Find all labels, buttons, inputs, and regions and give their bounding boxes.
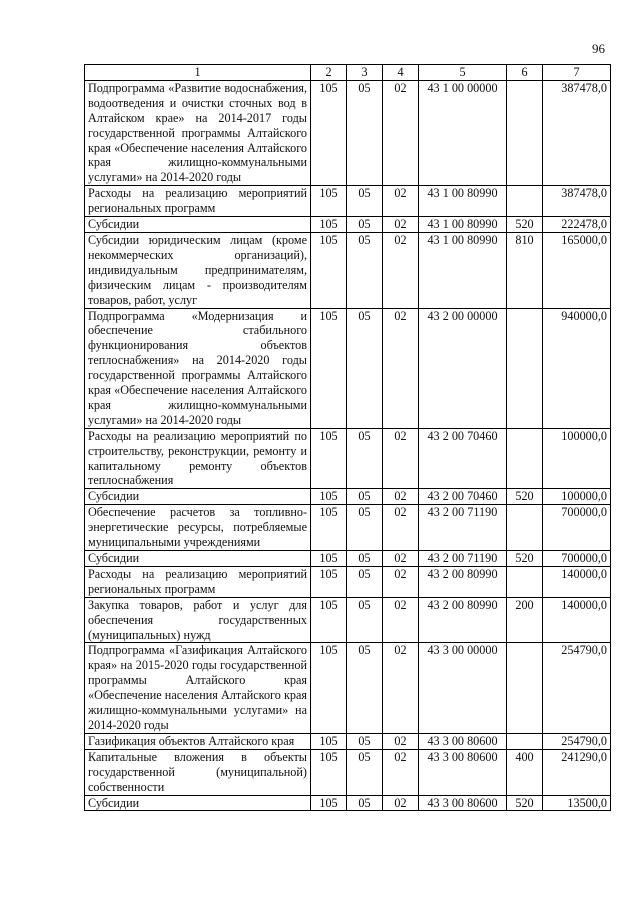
cell-amount: 387478,0 <box>543 186 611 217</box>
cell-target-article: 43 1 00 00000 <box>419 80 507 185</box>
cell-amount: 222478,0 <box>543 217 611 233</box>
row-name: Субсидии юридическим лицам (кроме некоммерческих организаций), индивидуальным предпринимателям, физическим лицам - производителям товаров, работ, услуг <box>85 232 311 308</box>
header-cell: 7 <box>543 65 611 81</box>
row-name: Субсидии <box>85 217 311 233</box>
cell-section: 05 <box>347 551 383 567</box>
cell-expense-type: 200 <box>507 597 543 643</box>
cell-amount: 241290,0 <box>543 749 611 795</box>
cell-amount: 700000,0 <box>543 505 611 551</box>
cell-ministry: 105 <box>311 749 347 795</box>
cell-subsection: 02 <box>383 186 419 217</box>
cell-ministry: 105 <box>311 597 347 643</box>
row-name: Капитальные вложения в объекты государственной (муниципальной) собственности <box>85 749 311 795</box>
cell-expense-type: 810 <box>507 232 543 308</box>
cell-subsection: 02 <box>383 551 419 567</box>
cell-subsection: 02 <box>383 566 419 597</box>
cell-amount: 140000,0 <box>543 597 611 643</box>
cell-amount: 100000,0 <box>543 428 611 489</box>
cell-expense-type: 520 <box>507 217 543 233</box>
row-name: Подпрограмма «Развитие водоснабжения, водоотведения и очистки сточных вод в Алтайском крае» на 2014-2017 годы государственной программы Алтайского края «Обеспечение населения Алтайского края жилищно-коммунальными услугами» на 2014-2020 годы <box>85 80 311 185</box>
cell-ministry: 105 <box>311 80 347 185</box>
cell-target-article: 43 2 00 71190 <box>419 551 507 567</box>
cell-target-article: 43 1 00 80990 <box>419 217 507 233</box>
cell-target-article: 43 2 00 71190 <box>419 505 507 551</box>
cell-amount: 254790,0 <box>543 733 611 749</box>
budget-table <box>84 64 611 811</box>
cell-ministry: 105 <box>311 643 347 733</box>
table-row <box>85 308 611 428</box>
row-name: Подпрограмма «Газификация Алтайского края» на 2015-2020 годы государственной программы Алтайского края «Обеспечение населения Алтайского края жилищно-коммунальными услугами» на 2014-2020 годы <box>85 643 311 733</box>
cell-subsection: 02 <box>383 80 419 185</box>
cell-target-article: 43 2 00 00000 <box>419 308 507 428</box>
cell-section: 05 <box>347 505 383 551</box>
cell-subsection: 02 <box>383 643 419 733</box>
cell-subsection: 02 <box>383 489 419 505</box>
table-row <box>85 489 611 505</box>
cell-section: 05 <box>347 566 383 597</box>
table-row <box>85 597 611 643</box>
table-row <box>85 566 611 597</box>
cell-section: 05 <box>347 733 383 749</box>
cell-ministry: 105 <box>311 551 347 567</box>
cell-ministry: 105 <box>311 217 347 233</box>
table-row <box>85 80 611 185</box>
cell-target-article: 43 1 00 80990 <box>419 232 507 308</box>
header-cell: 2 <box>311 65 347 81</box>
table-row <box>85 217 611 233</box>
header-cell: 1 <box>85 65 311 81</box>
cell-ministry: 105 <box>311 186 347 217</box>
cell-section: 05 <box>347 217 383 233</box>
cell-expense-type: 400 <box>507 749 543 795</box>
cell-amount: 387478,0 <box>543 80 611 185</box>
table-row <box>85 428 611 489</box>
row-name: Расходы на реализацию мероприятий региональных программ <box>85 566 311 597</box>
cell-section: 05 <box>347 795 383 811</box>
table-row <box>85 643 611 733</box>
row-name: Подпрограмма «Модернизация и обеспечение стабильного функционирования объектов теплоснабжения» на 2014-2020 годы государственной программы Алтайского края «Обеспечение населения Алтайского края жилищно-коммунальными услугами» на 2014-2020 годы <box>85 308 311 428</box>
cell-section: 05 <box>347 597 383 643</box>
cell-subsection: 02 <box>383 749 419 795</box>
cell-ministry: 105 <box>311 795 347 811</box>
page-number: 96 <box>592 41 605 56</box>
cell-amount: 940000,0 <box>543 308 611 428</box>
cell-target-article: 43 3 00 00000 <box>419 643 507 733</box>
cell-section: 05 <box>347 643 383 733</box>
cell-section: 05 <box>347 428 383 489</box>
row-name: Закупка товаров, работ и услуг для обеспечения государственных (муниципальных) нужд <box>85 597 311 643</box>
cell-target-article: 43 2 00 80990 <box>419 566 507 597</box>
cell-expense-type <box>507 186 543 217</box>
cell-section: 05 <box>347 186 383 217</box>
cell-target-article: 43 1 00 80990 <box>419 186 507 217</box>
cell-subsection: 02 <box>383 232 419 308</box>
header-cell: 6 <box>507 65 543 81</box>
cell-expense-type <box>507 733 543 749</box>
cell-section: 05 <box>347 80 383 185</box>
row-name: Расходы на реализацию мероприятий региональных программ <box>85 186 311 217</box>
row-name: Субсидии <box>85 489 311 505</box>
cell-target-article: 43 2 00 70460 <box>419 428 507 489</box>
cell-section: 05 <box>347 749 383 795</box>
cell-subsection: 02 <box>383 795 419 811</box>
cell-ministry: 105 <box>311 308 347 428</box>
cell-ministry: 105 <box>311 733 347 749</box>
cell-amount: 100000,0 <box>543 489 611 505</box>
cell-expense-type: 520 <box>507 795 543 811</box>
cell-expense-type <box>507 308 543 428</box>
row-name: Расходы на реализацию мероприятий по строительству, реконструкции, ремонту и капитальному ремонту объектов теплоснабжения <box>85 428 311 489</box>
cell-ministry: 105 <box>311 232 347 308</box>
header-cell: 4 <box>383 65 419 81</box>
cell-ministry: 105 <box>311 566 347 597</box>
cell-section: 05 <box>347 308 383 428</box>
cell-section: 05 <box>347 232 383 308</box>
header-cell: 5 <box>419 65 507 81</box>
row-name: Газификация объектов Алтайского края <box>85 733 311 749</box>
cell-expense-type <box>507 428 543 489</box>
cell-subsection: 02 <box>383 597 419 643</box>
cell-expense-type: 520 <box>507 489 543 505</box>
cell-subsection: 02 <box>383 217 419 233</box>
cell-target-article: 43 2 00 70460 <box>419 489 507 505</box>
cell-ministry: 105 <box>311 428 347 489</box>
cell-amount: 254790,0 <box>543 643 611 733</box>
cell-amount: 700000,0 <box>543 551 611 567</box>
cell-expense-type <box>507 566 543 597</box>
header-cell: 3 <box>347 65 383 81</box>
table-row <box>85 186 611 217</box>
table-row <box>85 551 611 567</box>
cell-subsection: 02 <box>383 308 419 428</box>
cell-amount: 13500,0 <box>543 795 611 811</box>
row-name: Обеспечение расчетов за топливно-энергетические ресурсы, потребляемые муниципальными учреждениями <box>85 505 311 551</box>
cell-target-article: 43 3 00 80600 <box>419 795 507 811</box>
cell-subsection: 02 <box>383 733 419 749</box>
cell-target-article: 43 2 00 80990 <box>419 597 507 643</box>
cell-amount: 165000,0 <box>543 232 611 308</box>
table-row <box>85 232 611 308</box>
cell-ministry: 105 <box>311 489 347 505</box>
table-row <box>85 795 611 811</box>
cell-section: 05 <box>347 489 383 505</box>
table-row <box>85 505 611 551</box>
cell-subsection: 02 <box>383 428 419 489</box>
table-row <box>85 749 611 795</box>
cell-expense-type <box>507 643 543 733</box>
table-row <box>85 733 611 749</box>
cell-expense-type <box>507 505 543 551</box>
cell-target-article: 43 3 00 80600 <box>419 733 507 749</box>
cell-ministry: 105 <box>311 505 347 551</box>
cell-subsection: 02 <box>383 505 419 551</box>
cell-target-article: 43 3 00 80600 <box>419 749 507 795</box>
table-header-row <box>85 65 611 81</box>
cell-expense-type <box>507 80 543 185</box>
row-name: Субсидии <box>85 795 311 811</box>
row-name: Субсидии <box>85 551 311 567</box>
cell-amount: 140000,0 <box>543 566 611 597</box>
cell-expense-type: 520 <box>507 551 543 567</box>
